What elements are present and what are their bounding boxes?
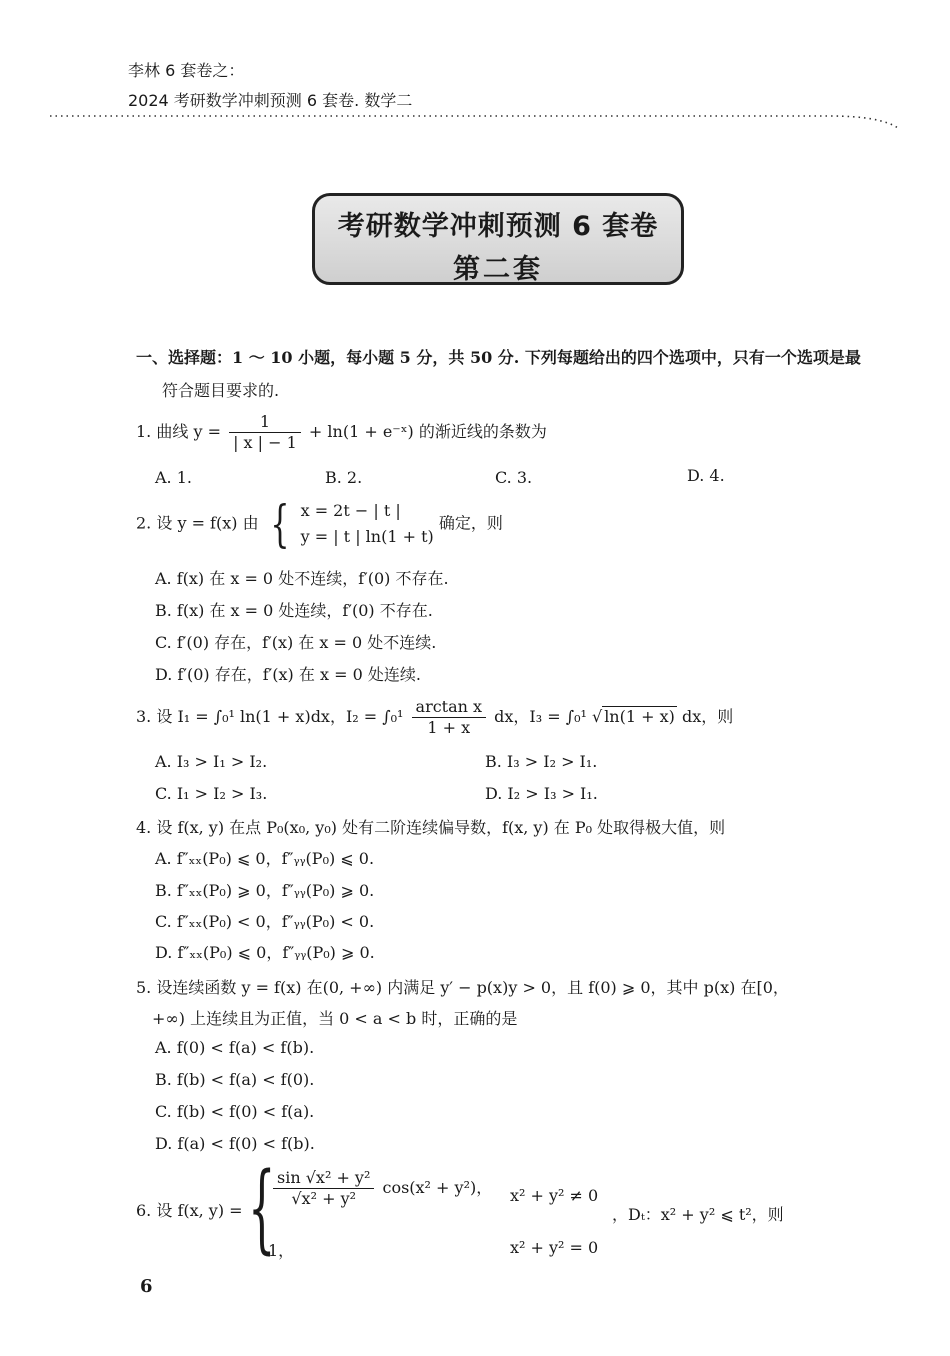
q6-case-1-condition: x² + y² ≠ 0	[510, 1186, 599, 1205]
q1-option-c: C. 3.	[495, 468, 533, 487]
q3-fraction	[412, 697, 487, 738]
q3-part-2: dx，I₃ = ∫₀¹ √	[494, 707, 603, 726]
q6-fraction	[273, 1168, 374, 1209]
dotted-divider	[50, 110, 900, 130]
q6-brace: {	[248, 1152, 276, 1264]
q1-option-a: A. 1.	[155, 468, 192, 487]
title-box	[312, 193, 684, 285]
q1-suffix: + ln(1 + e⁻ˣ) 的渐近线的条数为	[308, 422, 547, 441]
page-number: 6	[140, 1276, 153, 1297]
q2-case-1: x = 2t − | t |	[300, 501, 401, 520]
section-heading: 一、选择题：1 ～ 10 小题，每小题 5 分，共 50 分. 下列每题给出的四个选项中，只有一个选项是最	[136, 348, 861, 367]
q5-option-a: A. f(0) < f(a) < f(b).	[155, 1038, 315, 1057]
q6-frac-den: √x² + y²	[291, 1189, 357, 1208]
q5-option-c: C. f(b) < f(0) < f(a).	[155, 1102, 315, 1121]
q6-frac-num: sin √x² + y²	[273, 1168, 374, 1189]
question-5-line-2: +∞) 上连续且为正值，当 0 < a < b 时，正确的是	[152, 1009, 518, 1028]
q2-case-2: y = | t | ln(1 + t)	[300, 527, 434, 546]
q2-cases	[301, 498, 434, 550]
q4-option-d: D. f″ₓₓ(P₀) ⩽ 0，f″ᵧᵧ(P₀) ⩾ 0.	[155, 943, 375, 962]
q4-option-a: A. f″ₓₓ(P₀) ⩽ 0，f″ᵧᵧ(P₀) ⩽ 0.	[155, 849, 375, 868]
running-header	[128, 56, 412, 116]
q3-frac-den: 1 + x	[427, 718, 471, 737]
question-3	[136, 697, 733, 738]
q6-case-1-tail: cos(x² + y²)，	[382, 1178, 493, 1197]
q1-fraction	[229, 412, 301, 453]
q6-case-1	[270, 1168, 492, 1209]
question-2	[136, 495, 503, 553]
q6-case-2-condition: x² + y² = 0	[510, 1238, 599, 1257]
paper-subtitle: 第二套	[453, 254, 543, 285]
header-line-2: 2024 考研数学冲刺预测 6 套卷. 数学二	[128, 91, 413, 110]
q1-option-d: D. 4.	[687, 466, 725, 485]
q2-suffix: 确定，则	[438, 513, 503, 533]
q3-frac-num: arctan x	[412, 697, 487, 718]
q2-option-c: C. f′(0) 存在，f′(x) 在 x = 0 处不连续.	[155, 633, 437, 652]
q2-prefix: 2. 设 y = f(x) 由	[136, 513, 259, 533]
q3-sqrt: ln(1 + x)	[604, 707, 675, 726]
section-heading-cont: 符合题目要求的.	[162, 381, 280, 400]
q2-option-b: B. f(x) 在 x = 0 处连续，f′(0) 不存在.	[155, 601, 433, 620]
q5-option-b: B. f(b) < f(a) < f(0).	[155, 1070, 315, 1089]
q4-option-c: C. f″ₓₓ(P₀) < 0，f″ᵧᵧ(P₀) < 0.	[155, 912, 375, 931]
question-5-line-1: 5. 设连续函数 y = f(x) 在(0, +∞) 内满足 y′ − p(x)y > 0，且 f(0) ⩾ 0，其中 p(x) 在[0，	[136, 978, 789, 997]
header-line-1: 李林 6 套卷之：	[128, 61, 245, 80]
q5-option-d: D. f(a) < f(0) < f(b).	[155, 1134, 315, 1153]
q3-part-1: 3. 设 I₁ = ∫₀¹ ln(1 + x)dx，I₂ = ∫₀¹	[136, 707, 404, 726]
q1-option-b: B. 2.	[325, 468, 363, 487]
q3-option-b: B. I₃ > I₂ > I₁.	[485, 752, 598, 771]
paper-title: 考研数学冲刺预测 6 套卷	[337, 211, 659, 242]
q6-case-2: 1，	[268, 1241, 295, 1260]
q1-frac-den: | x | − 1	[233, 433, 297, 452]
q2-option-a: A. f(x) 在 x = 0 处不连续，f′(0) 不存在.	[155, 569, 449, 588]
q3-option-a: A. I₃ > I₁ > I₂.	[155, 752, 268, 771]
q1-prefix: 1. 曲线 y =	[136, 422, 221, 441]
q6-suffix: ，Dₜ：x² + y² ⩽ t²，则	[612, 1205, 784, 1224]
q4-option-b: B. f″ₓₓ(P₀) ⩾ 0，f″ᵧᵧ(P₀) ⩾ 0.	[155, 881, 375, 900]
q3-option-c: C. I₁ > I₂ > I₃.	[155, 784, 268, 803]
question-4: 4. 设 f(x, y) 在点 P₀(x₀, y₀) 处有二阶连续偏导数，f(x, y) 在 P₀ 处取得极大值，则	[136, 818, 726, 837]
question-1	[136, 412, 547, 453]
q1-frac-num: 1	[229, 412, 301, 433]
q3-part-3: dx，则	[676, 707, 734, 726]
q6-prefix: 6. 设 f(x, y) =	[136, 1201, 243, 1220]
q2-option-d: D. f′(0) 存在，f′(x) 在 x = 0 处连续.	[155, 665, 421, 684]
q2-brace: {	[270, 495, 290, 553]
q3-option-d: D. I₂ > I₃ > I₁.	[485, 784, 598, 803]
